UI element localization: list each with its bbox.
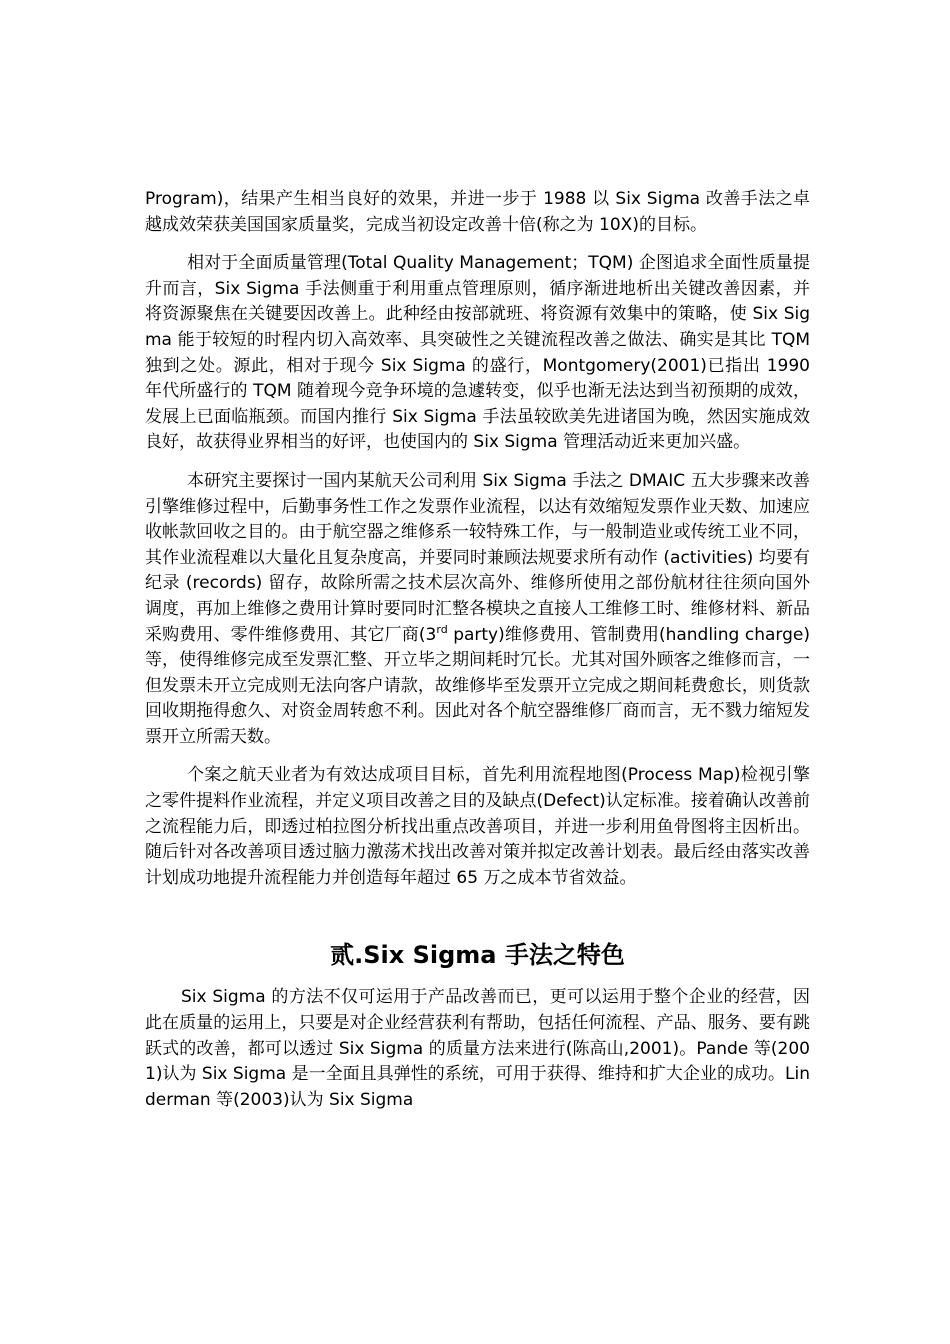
ordinal-superscript: rd (436, 622, 448, 636)
section-heading: 贰.Six Sigma 手法之特色 (330, 941, 625, 970)
research-scope-text-after: party)维修费用、管制费用(handling charge)等，使得维修完成至发票汇整、开立毕之期间耗时冗长。尤其对国外顾客之维修而言，一但发票未开立完成则无法向客户请款，故维修毕至发票开立完成之期间耗费愈长，则货款回收期拖得愈久、对资金周转愈不利。因此对各个航空器维修厂商而言，无不戮力缩短发票开立所需天数。 (145, 624, 810, 747)
document-page (145, 187, 810, 1113)
paragraph-tqm-comparison: 相对于全面质量管理(Total Quality Management；TQM) 企图追求全面性质量提升而言，Six Sigma 手法侧重于利用重点管理原则，循序渐进地析出关键改善因素，并将资源聚焦在关键要因改善上。此种经由按部就班、将资源有效集中的策略，使 Six Sigma 能于较短的时程内切入高效率、具突破性之关键流程改善之做法、确实是其比 TQM 独到之处。源此，相对于现今 Six Sigma 的盛行，Montgomery(2001)已指出 1990 年代所盛行的 TQM 随着现今竞争环境的急遽转变，似乎也渐无法达到当初预期的成效，发展上已面临瓶颈。而国内推行 Six Sigma 手法虽较欧美先进诸国为晚，然因实施成效良好，故获得业界相当的好评，也使国内的 Six Sigma 管理活动近来更加兴盛。 (145, 253, 810, 453)
paragraph-continuation: Program)，结果产生相当良好的效果，并进一步于 1988 以 Six Sigma 改善手法之卓越成效荣获美国国家质量奖，完成当初设定改善十倍(称之为 10X)的目标。 (145, 189, 810, 235)
paragraph-research-scope (145, 469, 810, 751)
research-scope-text-before: 本研究主要探讨一国内某航天公司利用 Six Sigma 手法之 DMAIC 五大步骤来改善引擎维修过程中，后勤事务性工作之发票作业流程，以达有效缩短发票作业天数、加速应收帐款回收之目的。由于航空器之维修系一较特殊工作，与一般制造业或传统工业不同，其作业流程难以大量化且复杂度高，并要同时兼顾法规要求所有动作 (activities) 均要有纪录 (records) 留存，故除所需之技术层次高外、维修所使用之部份航材往往须向国外调度，再加上维修之费用计算时要同时汇整各模块之直接人工维修工时、维修材料、新品采购费用、零件维修费用、其它厂商(3 (145, 470, 810, 645)
paragraph-six-sigma-features: Six Sigma 的方法不仅可运用于产品改善而已，更可以运用于整个企业的经营，因此在质量的运用上，只要是对企业经营获利有帮助，包括任何流程、产品、服务、要有跳跃式的改善，都可以透过 Six Sigma 的质量方法来进行(陈高山,2001)。Pande 等(2001)认为 Six Sigma 是一全面且具弹性的系统，可用于获得、维持和扩大企业的成功。Linderman 等(2003)认为 Six Sigma (145, 987, 811, 1110)
paragraph-case-study: 个案之航天业者为有效达成项目目标，首先利用流程地图(Process Map)检视引擎之零件提料作业流程，并定义项目改善之目的及缺点(Defect)认定标准。接着确认改善前之流程能力后，即透过柏拉图分析找出重点改善项目，并进一步利用鱼骨图将主因析出。随后针对各改善项目透过脑力激荡术找出改善对策并拟定改善计划表。最后经由落实改善计划成功地提升流程能力并创造每年超过 65 万之成本节省效益。 (145, 765, 810, 888)
